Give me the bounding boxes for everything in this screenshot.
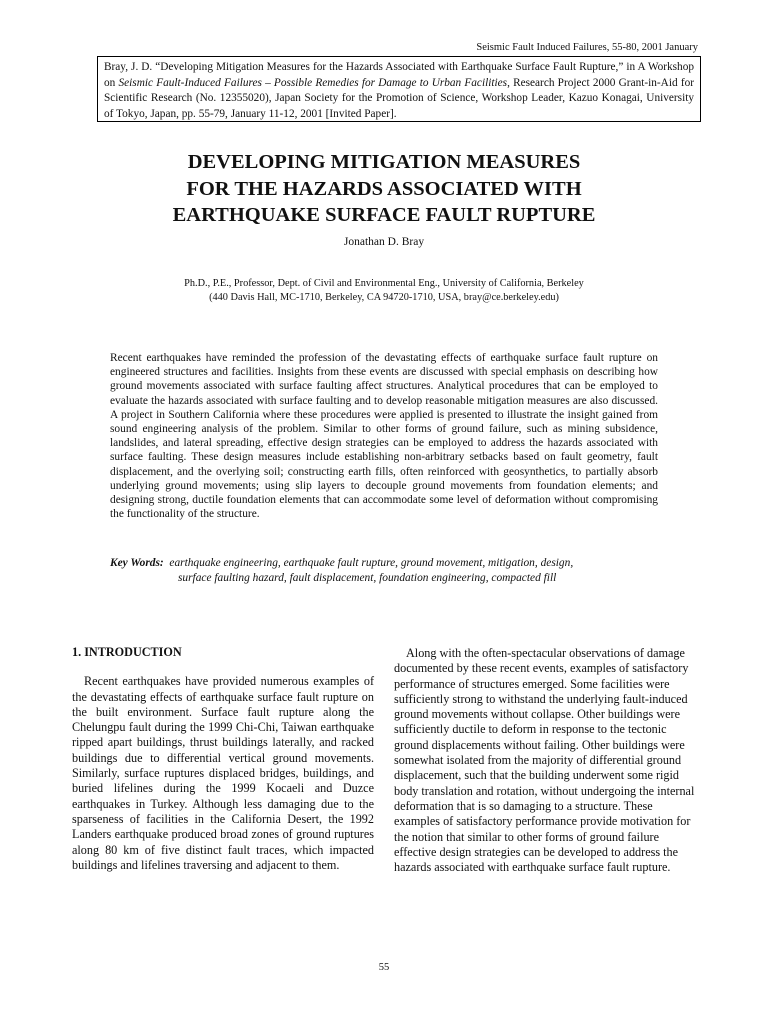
affiliation-line: Ph.D., P.E., Professor, Dept. of Civil and Environmental Eng., University of California, Berkeley (184, 278, 584, 289)
abstract (110, 351, 658, 521)
right-column-paragraph: Along with the often-spectacular observations of damage documented by these recent events, examples of satisfactory performance of structures emerged. Some facilities were sufficiently strong to withstand the underlying fault-induced ground movements without collapse. Other buildings were sufficiently ductile to deform in response to the tectonic ground displacements without failing. Other buildings were somewhat isolated from the majority of differential ground displacement, such that the building underwent some rigid body translation and rotation, without undergoing the internal deformation that is so damaging to a structure. These examples of satisfactory performance provide motivation for the notion that similar to other forms of ground failure effective design strategies can be developed to address the hazards associated with earthquake surface fault rupture. (394, 646, 695, 875)
affiliation-line: (440 Davis Hall, MC-1710, Berkeley, CA 94720-1710, USA, bray@ce.berkeley.edu) (209, 291, 559, 303)
citation-box (97, 56, 701, 122)
intro-paragraph: Recent earthquakes have provided numerous examples of the devastating effects of earthquake surface fault rupture on the built environment. Surface fault rupture along the Chelungpu fault during the 1999 Chi-Chi, Taiwan earthquake ripped apart buildings, thrust buildings laterally, and racked buildings due to differential vertical ground movements. Similarly, surface ruptures displaced bridges, buildings, and buried lifelines during the 1999 Kocaeli and Duzce earthquakes in Turkey. Although less damaging due to the sparseness of facilities in the California Desert, the 1992 Landers earthquake produced broad zones of ground ruptures along 80 km of five distinct fault traces, which impacted buildings and lifelines traversing and adjacent to them. (72, 674, 374, 872)
section-heading-introduction: 1. INTRODUCTION (72, 645, 182, 659)
running-head: Seismic Fault Induced Failures, 55-80, 2001 January (476, 42, 698, 53)
title-line: FOR THE HAZARDS ASSOCIATED WITH (186, 177, 582, 200)
citation-text-end: , Research Project 2000 Grant-in-Aid for Scientific Research (No. 12355020), Japan Society for the Promotion of Science, Workshop Leader, Kazuo Konagai, University of Tokyo, Japan, pp. 55-79, January 11-12, 2001 [Invited Paper]. (104, 76, 694, 120)
keywords-line-2: surface faulting hazard, fault displacement, foundation engineering, compacted fill (178, 572, 557, 584)
keywords-line-1: earthquake engineering, earthquake fault rupture, ground movement, mitigation, design, (169, 557, 574, 569)
citation-workshop-title: Seismic Fault-Induced Failures – Possible Remedies for Damage to Urban Facilities (118, 76, 508, 89)
left-column (72, 645, 374, 873)
title-line: EARTHQUAKE SURFACE FAULT RUPTURE (172, 204, 596, 226)
citation-text-start: Bray, J. D. “Developing Mitigation Measures for the Hazards Associated with Earthquake Surface Fault Rupture,” in A Workshop on (104, 61, 694, 89)
author-name: Jonathan D. Bray (343, 236, 425, 248)
page-number: 55 (378, 962, 390, 973)
title-line: DEVELOPING MITIGATION MEASURES (187, 151, 581, 173)
author-affiliation (0, 277, 768, 304)
keywords (110, 556, 670, 586)
keywords-label: Key Words: (110, 557, 164, 569)
right-column (394, 646, 696, 875)
paper-title (0, 149, 768, 229)
abstract-text: Recent earthquakes have reminded the profession of the devastating effects of earthquake surface fault rupture on engineered structures and facilities. Insights from these events are discussed with special emphasis on describing how ground movements associated with surface faulting affect structures. Analytical procedures that can be employed to evaluate the hazards associated with surface faulting and to develop reasonable mitigation measures are also discussed. A project in Southern California where these procedures were applied is presented to illustrate the insight gained from sound engineering analysis of the problem. Similar to other forms of ground failure, such as mining subsidence, landslides, and lateral spreading, effective design strategies can be employed to address the hazards associated with surface faulting. These design measures include establishing non-arbitrary setbacks based on fault geometry, fault displacement, and the overlying soil; constructing earth fills, often reinforced with geosynthetics, to partially absorb underlying ground movements; using slip layers to decouple ground movements from foundation elements; and designing strong, ductile foundation elements that can accommodate some level of deformation without compromising the functionality of the structure. (110, 352, 658, 521)
